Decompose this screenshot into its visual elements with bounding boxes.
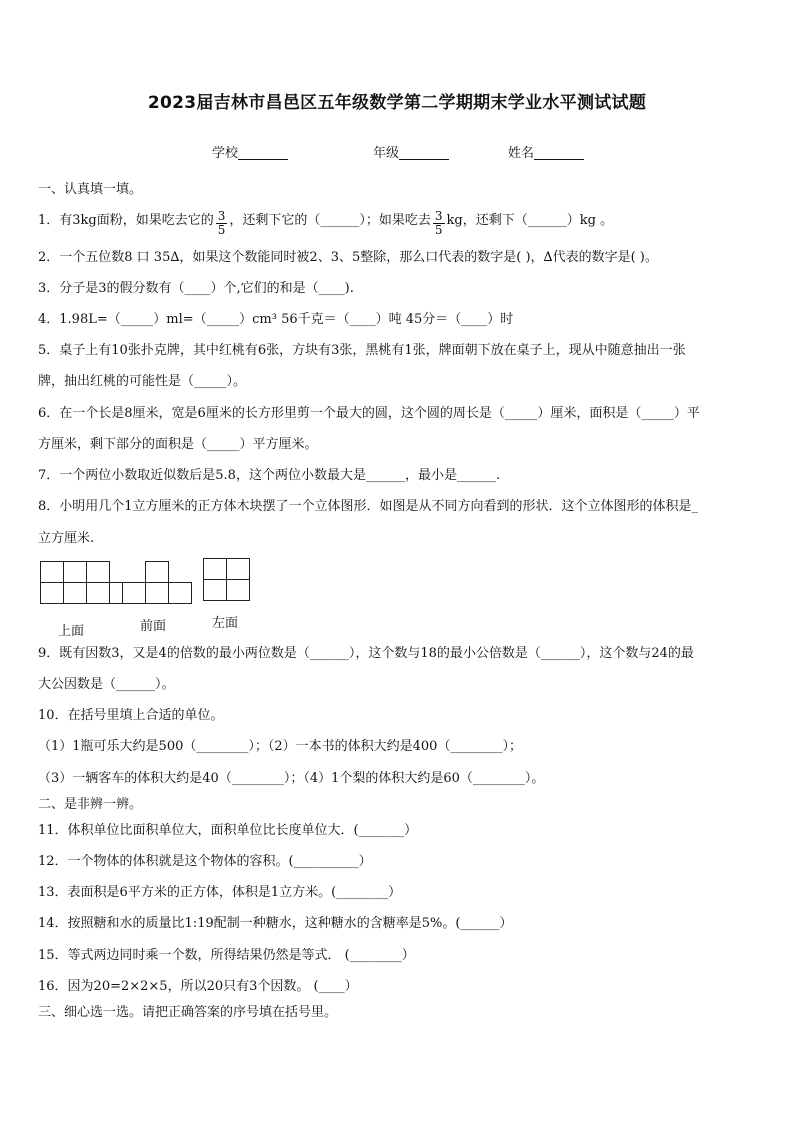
- q1-text-a: 1．有3kg面粉，如果吃去它的: [38, 213, 214, 228]
- grid-cell: [168, 582, 192, 604]
- grid-cell: [226, 558, 250, 580]
- grid-cell: [40, 561, 64, 583]
- question-8-line-2: 立方厘米.: [38, 531, 95, 546]
- school-label: 学校: [212, 146, 239, 161]
- top-view-figure: [40, 561, 116, 609]
- grid-cell: [40, 582, 64, 604]
- name-blank[interactable]: [534, 145, 584, 160]
- question-12: 12．一个物体的体积就是这个物体的容积。(__________）: [38, 854, 372, 869]
- fraction-denominator: 5: [434, 223, 443, 237]
- grid-cell: [226, 579, 250, 601]
- question-11: 11．体积单位比面积单位大，面积单位比长度单位大．(_______）: [38, 823, 418, 838]
- grid-cell: [203, 579, 227, 601]
- question-6-line-2: 方厘米，剩下部分的面积是（_____）平方厘米。: [38, 437, 318, 452]
- question-9-line-2: 大公因数是（______）。: [38, 677, 175, 692]
- name-label: 姓名: [508, 146, 535, 161]
- grid-cell: [63, 582, 87, 604]
- fraction-denominator: 5: [217, 223, 226, 237]
- question-5-line-1: 5．桌子上有10张扑克牌，其中红桃有6张，方块有3张，黑桃有1张，牌面朝下放在桌子上，现从中随意抽出一张: [38, 343, 686, 358]
- fraction-numerator: 3: [434, 209, 443, 223]
- grid-cell: [86, 582, 110, 604]
- name-field: [508, 142, 584, 161]
- school-blank[interactable]: [238, 145, 288, 160]
- section-3-heading: 三、细心选一选。请把正确答案的序号填在括号里。: [38, 1005, 338, 1020]
- grade-field: [373, 142, 449, 161]
- question-6-line-1: 6．在一个长是8厘米，宽是6厘米的长方形里剪一个最大的圆，这个圆的周长是（_____）厘米，面积是（_____）平: [38, 406, 700, 421]
- q1-text-c: kg，还剩下（______）kg 。: [446, 213, 614, 228]
- question-4: 4．1.98L=（_____）ml=（_____）cm³ 56千克＝（____）吨 45分＝（____）时: [38, 312, 514, 327]
- school-field: [212, 142, 288, 161]
- grade-blank[interactable]: [399, 145, 449, 160]
- grid-cell: [122, 582, 146, 604]
- question-2: 2．一个五位数8 口 35∆，如果这个数能同时被2、3、5整除，那么口代表的数字是( )，∆代表的数字是( )。: [38, 250, 658, 265]
- fraction-3-5-kg: [433, 210, 445, 237]
- section-1-heading: 一、认真填一填。: [38, 182, 143, 197]
- left-view-label: 左面: [212, 616, 239, 631]
- fraction-3-5: [216, 210, 228, 237]
- grade-label: 年级: [373, 146, 400, 161]
- grid-cell: [203, 558, 227, 580]
- question-16: 16．因为20=2×2×5，所以20只有3个因数。 (____）: [38, 979, 358, 994]
- fraction-numerator: 3: [217, 209, 226, 223]
- question-1: [38, 210, 613, 237]
- question-9-line-1: 9．既有因数3，又是4的倍数的最小两位数是（______），这个数与18的最小公倍数是（______），这个数与24的最: [38, 646, 694, 661]
- grid-cell: [63, 561, 87, 583]
- front-view-figure: [122, 561, 194, 609]
- page-title: 2023届吉林市昌邑区五年级数学第二学期期末学业水平测试试题: [147, 93, 647, 113]
- question-8-line-1: 8．小明用几个1立方厘米的正方体木块摆了一个立体图形．如图是从不同方向看到的形状．这个立体图形的体积是_: [38, 499, 699, 514]
- question-10: 10．在括号里填上合适的单位。: [38, 708, 224, 723]
- top-view-label: 上面: [58, 624, 85, 639]
- question-10-line-2: （3）一辆客车的体积大约是40（________）；（4）1个梨的体积大约是60（________）。: [38, 771, 545, 786]
- question-5-line-2: 牌，抽出红桃的可能性是（_____）。: [38, 374, 247, 389]
- grid-cell: [145, 582, 169, 604]
- front-view-label: 前面: [140, 619, 167, 634]
- question-15: 15．等式两边同时乘一个数，所得结果仍然是等式． (________）: [38, 948, 415, 963]
- question-10-line-1: （1）1瓶可乐大约是500（________）；（2）一本书的体积大约是400（________）；: [38, 739, 522, 754]
- section-2-heading: 二、是非辨一辨。: [38, 797, 143, 812]
- question-7: 7．一个两位小数取近似数后是5.8，这个两位小数最大是______，最小是______.: [38, 468, 501, 483]
- grid-cell: [145, 561, 169, 583]
- question-3: 3．分子是3的假分数有（____）个,它们的和是（____).: [38, 281, 354, 296]
- question-13: 13．表面积是6平方米的正方体，体积是1立方米。(________）: [38, 885, 402, 900]
- left-view-figure: [203, 558, 251, 604]
- q1-text-b: ，还剩下它的（______）；如果吃去: [229, 213, 431, 228]
- grid-cell: [86, 561, 110, 583]
- question-14: 14．按照糖和水的质量比1:19配制一种糖水，这种糖水的含糖率是5%。(______）: [38, 916, 513, 931]
